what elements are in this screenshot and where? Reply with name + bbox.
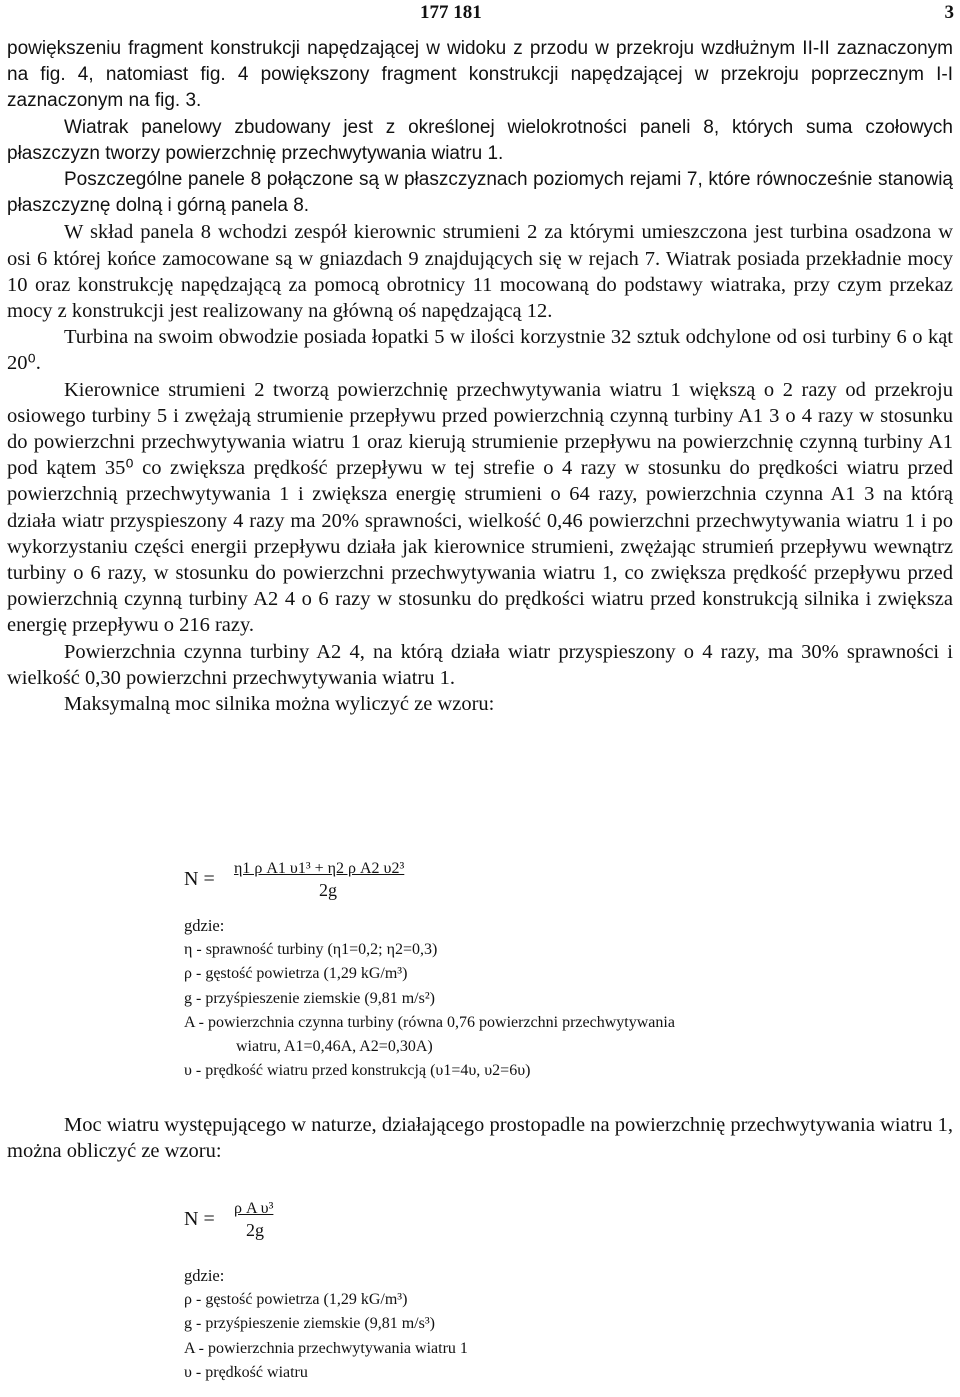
- formula-lhs: N =: [184, 868, 215, 890]
- paragraph-panels: Poszczególne panele 8 połączone są w płaszczyznach poziomych rejami 7, które równocześnie stanowią płaszczyznę dolną i górną panela 8.: [7, 169, 953, 217]
- definition-air-density: ρ - gęstość powietrza (1,29 kG/m³): [184, 965, 408, 983]
- formula-numerator: ρ A υ³: [234, 1200, 274, 1217]
- definition-air-density: ρ - gęstość powietrza (1,29 kG/m³): [184, 1291, 408, 1308]
- formula-engine-power-expression: [184, 858, 675, 900]
- definition-gravity: g - przyśpieszenie ziemskie (9,81 m/s³): [184, 1315, 435, 1333]
- page-number: 3: [944, 2, 954, 23]
- formula-wind-power: [184, 1198, 468, 1385]
- formula-denominator: 2g: [319, 880, 337, 900]
- formula-numerator: η1 ρ A1 υ1³ + η2 ρ A2 υ2³: [234, 860, 405, 877]
- document-number: 177 181: [420, 2, 482, 23]
- paragraph-intro: powiększeniu fragment konstrukcji napędzającej w widoku z przodu w przekroju wzdłużnym II-II zaznaczonym na fig. 4, natomiast fig. 4 powiększony fragment konstrukcji napędzającej w przekroju poprzecznym I-I zaznaczonym na fig. 3.: [7, 38, 953, 112]
- paragraph-active-surface: Powierzchnia czynna turbiny A2 4, na którą działa wiatr przyspieszony o 4 razy, ma 30% sprawności i wielkość 0,30 powierzchni przechwytywania wiatru 1.: [7, 640, 953, 689]
- formula-where-label: gdzie:: [184, 916, 225, 935]
- paragraph-natural-wind-power: Moc wiatru występującego w naturze, działającego prostopadle na powierzchnię przechwytywania wiatru 1, można obliczyć ze wzoru:: [7, 1114, 953, 1163]
- definition-gravity: g - przyśpieszenie ziemskie (9,81 m/s²): [184, 989, 435, 1007]
- paragraph-max-power: Maksymalną moc silnika można wyliczyć ze wzoru:: [64, 693, 495, 716]
- definition-area: A - powierzchnia przechwytywania wiatru 1: [184, 1339, 468, 1357]
- body-text: [7, 36, 953, 717]
- formula-wind-power-expression: [184, 1198, 468, 1240]
- definition-area-continued: wiatru, A1=0,46A, A2=0,30A): [236, 1038, 433, 1056]
- paragraph-turbine-blades: Turbina na swoim obwodzie posiada łopatki 5 w ilości korzystnie 32 sztuk odchylone od osi turbiny 6 o kąt 20⁰.: [7, 326, 953, 375]
- formula-where-label: gdzie:: [184, 1266, 225, 1285]
- formula-denominator: 2g: [246, 1220, 264, 1240]
- paragraph-panel-composition: W skład panela 8 wchodzi zespół kierownic strumieni 2 za którymi umieszczona jest turbina osadzona w osi 6 której końce zamocowane są w gniazdach 9 znajdujących się w rejach 7. Wiatrak posiada przekładnie mocy 10 oraz konstrukcję napędzającą za pomocą obrotnicy 11 mocowaną do podstawy wiatraka, przy czym przekaz mocy z konstrukcji jest realizowany na główną oś napędzającą 12.: [7, 221, 953, 323]
- paragraph-panel-windmill: Wiatrak panelowy zbudowany jest z określonej wielokrotności paneli 8, których suma czołowych płaszczyzn tworzy powierzchnię przechwytywania wiatru 1.: [7, 116, 953, 164]
- definition-efficiency: η - sprawność turbiny (η1=0,2; η2=0,3): [184, 941, 438, 958]
- definition-area: A - powierzchnia czynna turbiny (równa 0,76 powierzchni przechwytywania: [184, 1013, 675, 1031]
- page-header: [0, 2, 960, 26]
- definition-velocity: υ - prędkość wiatru: [184, 1363, 308, 1381]
- paragraph-guide-vanes: Kierownice strumieni 2 tworzą powierzchnię przechwytywania wiatru 1 większą o 2 razy od przekroju osiowego turbiny 5 i zwężają strumienie przepływu przed powierzchnią czynną turbiny A1 3 o 4 razy w stosunku do powierzchni przechwytywania wiatru 1 oraz kierują strumienie przepływu na powierzchnię czynną turbiny A1 pod kątem 35⁰ co zwiększa prędkość przepływu w tej strefie o 4 razy w stosunku do prędkości wiatru przed powierzchnią przechwytywania 1 i zwiększa energię strumieni o 64 razy, powierzchnia czynna A1 3 na którą działa wiatr przyspieszony 4 razy ma 20% sprawności, wielkość 0,46 powierzchni przechwytywania wiatru 1 i po wykorzystaniu części energii przepływu działa jak kierownice strumieni, zwężając strumień przepływu wewnątrz turbiny o 6 razy, w stosunku do powierzchni przechwytywania wiatru 1, co zwiększa prędkość przepływu przed powierzchnią czynną turbiny A2 4 o 6 razy w stosunku do prędkości wiatru przed konstrukcją silnika i zwiększa energię przepływu o 216 razy.: [7, 378, 953, 637]
- formula-definitions: [184, 938, 675, 1084]
- definition-velocity: υ - prędkość wiatru przed konstrukcją (υ1=4υ, υ2=6υ): [184, 1062, 531, 1080]
- formula-lhs: N =: [184, 1208, 215, 1230]
- formula-definitions: [184, 1288, 468, 1385]
- formula-engine-power: [184, 858, 675, 1084]
